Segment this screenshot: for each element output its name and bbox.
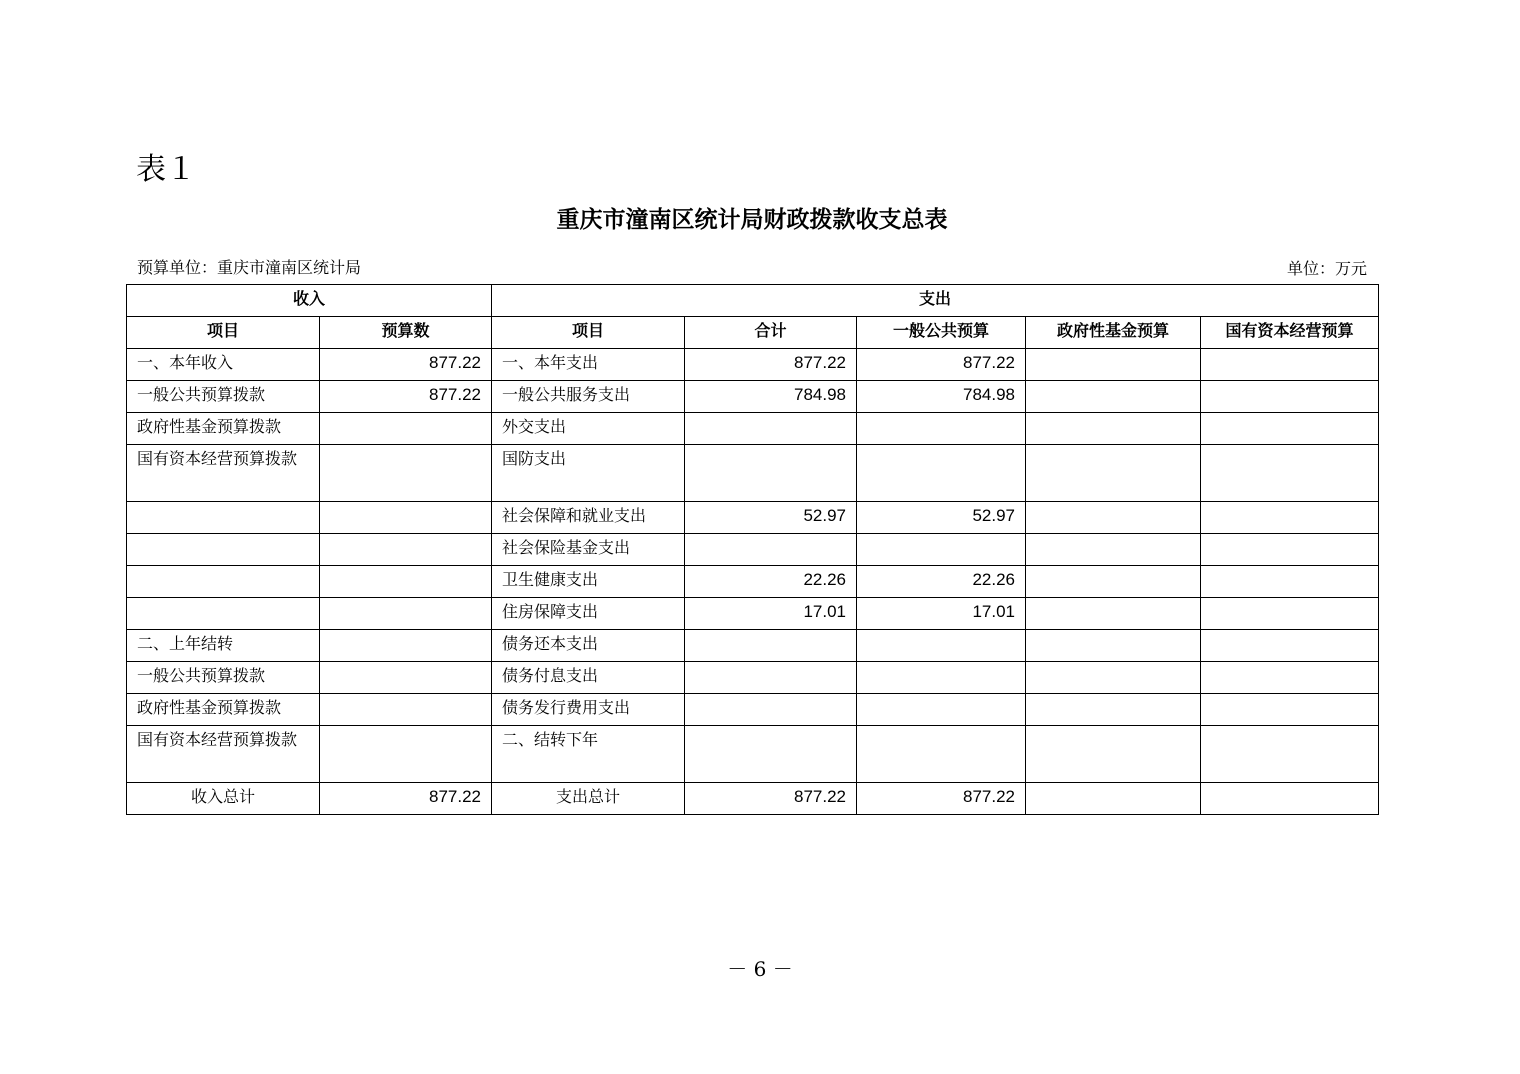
expense-item-cell: 国防支出 (492, 445, 685, 502)
income-amount-cell (320, 413, 492, 445)
general-budget-cell (857, 630, 1026, 662)
totals-row (127, 783, 1379, 815)
income-item-cell: 政府性基金预算拨款 (127, 694, 320, 726)
general-budget-cell: 17.01 (857, 598, 1026, 630)
table-row (127, 534, 1379, 566)
income-amount-cell (320, 534, 492, 566)
general-budget-cell (857, 726, 1026, 783)
income-amount-cell (320, 445, 492, 502)
total-cell (685, 630, 857, 662)
fund-total-cell (1026, 783, 1201, 815)
income-item-cell: 国有资本经营预算拨款 (127, 445, 320, 502)
expense-group-header: 支出 (492, 285, 1379, 317)
expense-item-cell: 一般公共服务支出 (492, 381, 685, 413)
income-amount-cell (320, 598, 492, 630)
general-budget-cell: 877.22 (857, 349, 1026, 381)
total-cell: 877.22 (685, 349, 857, 381)
column-header-budget-amount: 预算数 (320, 317, 492, 349)
total-cell (685, 445, 857, 502)
state-capital-cell (1201, 662, 1379, 694)
state-capital-cell (1201, 598, 1379, 630)
column-header-row (127, 317, 1379, 349)
fiscal-summary-table (126, 284, 1379, 815)
income-item-cell: 一般公共预算拨款 (127, 381, 320, 413)
income-item-cell (127, 534, 320, 566)
expense-item-cell: 住房保障支出 (492, 598, 685, 630)
expense-item-cell: 债务还本支出 (492, 630, 685, 662)
income-item-cell (127, 502, 320, 534)
income-item-cell: 政府性基金预算拨款 (127, 413, 320, 445)
fund-budget-cell (1026, 630, 1201, 662)
fund-budget-cell (1026, 502, 1201, 534)
total-cell (685, 662, 857, 694)
total-cell: 784.98 (685, 381, 857, 413)
state-capital-cell (1201, 694, 1379, 726)
table-row (127, 694, 1379, 726)
fund-budget-cell (1026, 413, 1201, 445)
expense-item-cell: 债务发行费用支出 (492, 694, 685, 726)
general-budget-cell: 784.98 (857, 381, 1026, 413)
state-capital-cell (1201, 413, 1379, 445)
fund-budget-cell (1026, 726, 1201, 783)
income-item-cell: 一、本年收入 (127, 349, 320, 381)
income-item-cell: 一般公共预算拨款 (127, 662, 320, 694)
document-title: 重庆市潼南区统计局财政拨款收支总表 (556, 207, 948, 233)
income-amount-cell (320, 502, 492, 534)
column-header-expense-item: 项目 (492, 317, 685, 349)
fund-budget-cell (1026, 694, 1201, 726)
table-row (127, 502, 1379, 534)
state-capital-cell (1201, 534, 1379, 566)
total-cell (685, 534, 857, 566)
total-cell (685, 413, 857, 445)
expense-item-cell: 一、本年支出 (492, 349, 685, 381)
budget-unit: 预算单位：重庆市潼南区统计局 (137, 258, 362, 277)
table-row (127, 413, 1379, 445)
general-budget-cell: 22.26 (857, 566, 1026, 598)
income-item-cell (127, 598, 320, 630)
state-capital-cell (1201, 566, 1379, 598)
fund-budget-cell (1026, 445, 1201, 502)
income-total-amount: 877.22 (320, 783, 492, 815)
expense-total-cell: 877.22 (685, 783, 857, 815)
table-row (127, 349, 1379, 381)
table-row (127, 566, 1379, 598)
expense-total-label: 支出总计 (492, 783, 685, 815)
table-row (127, 662, 1379, 694)
state-capital-cell (1201, 445, 1379, 502)
income-amount-cell (320, 566, 492, 598)
fund-budget-cell (1026, 349, 1201, 381)
group-header-row (127, 285, 1379, 317)
total-cell (685, 726, 857, 783)
page-number: － 6 － (727, 957, 793, 981)
total-cell: 17.01 (685, 598, 857, 630)
fund-budget-cell (1026, 381, 1201, 413)
state-capital-cell (1201, 502, 1379, 534)
income-amount-cell (320, 662, 492, 694)
table-row (127, 381, 1379, 413)
general-budget-cell: 52.97 (857, 502, 1026, 534)
fund-budget-cell (1026, 534, 1201, 566)
expense-item-cell: 卫生健康支出 (492, 566, 685, 598)
state-capital-cell (1201, 381, 1379, 413)
general-budget-cell (857, 662, 1026, 694)
column-header-income-item: 项目 (127, 317, 320, 349)
expense-item-cell: 债务付息支出 (492, 662, 685, 694)
expense-item-cell: 社会保障和就业支出 (492, 502, 685, 534)
general-budget-cell (857, 534, 1026, 566)
income-group-header: 收入 (127, 285, 492, 317)
table-row (127, 598, 1379, 630)
document-label: 表１ (136, 152, 196, 187)
state-capital-total-cell (1201, 783, 1379, 815)
column-header-fund-budget: 政府性基金预算 (1026, 317, 1201, 349)
income-item-cell (127, 566, 320, 598)
fund-budget-cell (1026, 598, 1201, 630)
column-header-total: 合计 (685, 317, 857, 349)
income-amount-cell (320, 694, 492, 726)
income-amount-cell (320, 726, 492, 783)
state-capital-cell (1201, 726, 1379, 783)
income-total-label: 收入总计 (127, 783, 320, 815)
state-capital-cell (1201, 630, 1379, 662)
column-header-state-capital-budget: 国有资本经营预算 (1201, 317, 1379, 349)
column-header-general-budget: 一般公共预算 (857, 317, 1026, 349)
income-amount-cell: 877.22 (320, 381, 492, 413)
expense-item-cell: 二、结转下年 (492, 726, 685, 783)
income-item-cell: 国有资本经营预算拨款 (127, 726, 320, 783)
income-item-cell: 二、上年结转 (127, 630, 320, 662)
income-amount-cell (320, 630, 492, 662)
expense-item-cell: 外交支出 (492, 413, 685, 445)
table-row (127, 445, 1379, 502)
income-amount-cell: 877.22 (320, 349, 492, 381)
table-row (127, 726, 1379, 783)
fund-budget-cell (1026, 662, 1201, 694)
expense-item-cell: 社会保险基金支出 (492, 534, 685, 566)
general-budget-cell (857, 413, 1026, 445)
currency-unit: 单位：万元 (1286, 259, 1367, 278)
general-total-cell: 877.22 (857, 783, 1026, 815)
table-row (127, 630, 1379, 662)
total-cell: 22.26 (685, 566, 857, 598)
total-cell (685, 694, 857, 726)
general-budget-cell (857, 694, 1026, 726)
fund-budget-cell (1026, 566, 1201, 598)
state-capital-cell (1201, 349, 1379, 381)
total-cell: 52.97 (685, 502, 857, 534)
general-budget-cell (857, 445, 1026, 502)
